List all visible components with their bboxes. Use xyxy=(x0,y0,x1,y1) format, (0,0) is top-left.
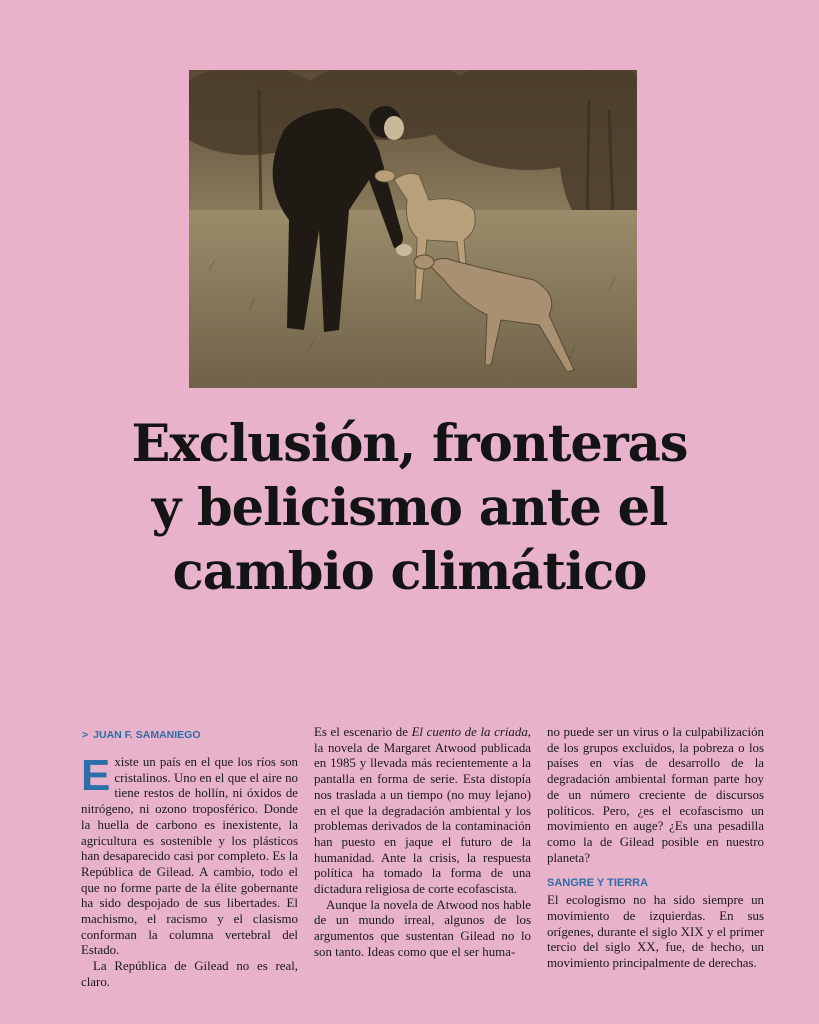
title-line: y belicismo ante el xyxy=(151,478,668,538)
paragraph: El ecologismo no ha sido siempre un movimiento de izquierdas. En sus orígenes, durante el siglo XIX y el primer tercio del siglo XX, fue, de hecho, un movimiento principalmente de derechas. xyxy=(547,893,764,971)
title-line: Exclusión, fronteras xyxy=(131,414,688,474)
paragraph: La República de Gilead no es real, claro. xyxy=(81,959,298,989)
article-title xyxy=(0,412,819,604)
article-photo xyxy=(189,70,637,388)
dropcap: E xyxy=(81,751,111,800)
article-column-3 xyxy=(547,725,764,972)
paragraph xyxy=(81,751,298,959)
paragraph xyxy=(314,725,531,898)
article-column-2 xyxy=(314,725,531,961)
photo-man-feeding-deer-icon xyxy=(189,70,637,388)
title-line: cambio climático xyxy=(172,542,647,602)
section-subhead: SANGRE Y TIERRA xyxy=(547,877,649,890)
paragraph: Aunque la novela de Atwood nos hable de un mundo irreal, algunos de los argumentos que sustentan Gilead no lo son tanto. Ideas como que el ser huma- xyxy=(314,897,531,959)
paragraph-text: Es el escenario de xyxy=(314,725,412,739)
book-title: El cuento de la criada xyxy=(411,725,528,739)
author-name: JUAN F. SAMANIEGO xyxy=(93,729,201,741)
byline-marker: > xyxy=(82,729,89,741)
article-column-1 xyxy=(81,751,298,991)
byline xyxy=(82,729,200,741)
paragraph-text: xiste un país en el que los ríos son cristalinos. Uno en el que el aire no tiene restos de hollín, ni óxidos de nitrógeno, ni ozono troposférico. Donde la huella de carbono es inexistente, la agricultura es sostenible y los plásticos han desaparecido casi por completo. Es la República de Gilead. A cambio, todo el que no forme parte de la élite gobernante ha sido despojado de sus libertades. El machismo, el racismo y el clasismo conforman la columna vertebral del Estado. xyxy=(81,755,298,958)
paragraph-text: , la novela de Margaret Atwood publicada en 1985 y llevada más recientemente a la pantalla en forma de serie. Esta distopía nos traslada a un tiempo (no muy lejano) en el que la degradación ambiental y los problemas derivados de la contaminación han puesto en jaque el futuro de la humanidad. Ante la crisis, la respuesta política ha tomado la forma de una dictadura religiosa de corte ecofascista. xyxy=(314,725,531,897)
paragraph: no puede ser un virus o la culpabilización de los grupos excluidos, la pobreza o los países en vías de desarrollo de la degradación ambiental forman parte hoy de un número creciente de discursos políticos. Pero, ¿es el ecofascismo un movimiento en auge? ¿Es una pesadilla como la de Gilead posible en nuestro planeta? xyxy=(547,725,764,865)
